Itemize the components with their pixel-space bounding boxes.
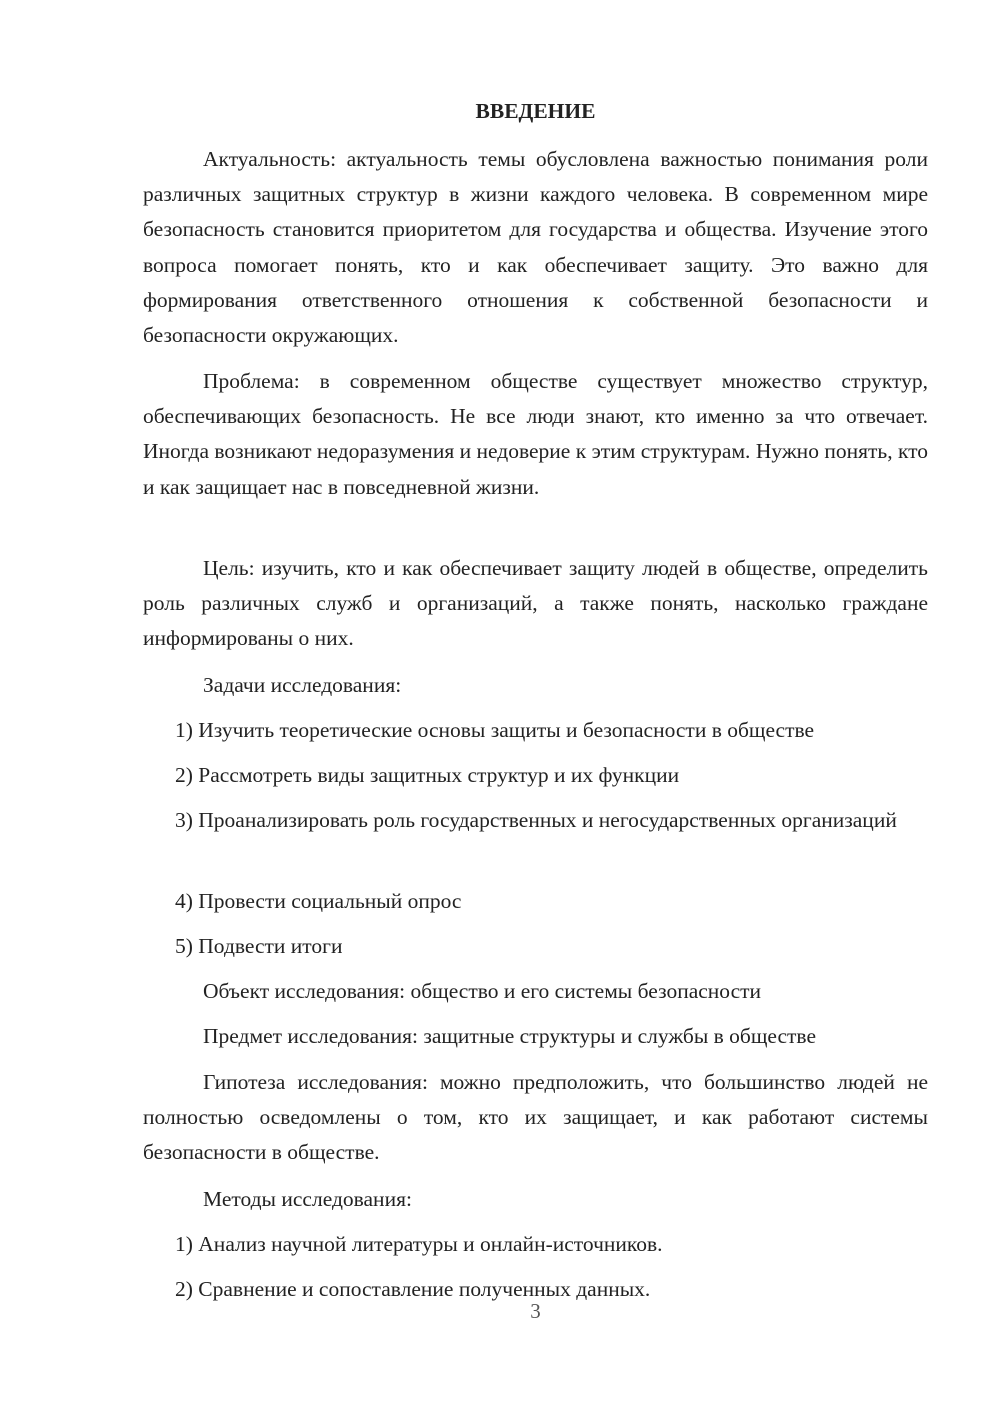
object-line: Объект исследования: общество и его системы безопасности: [203, 979, 762, 1003]
task-item-4: 4) Провести социальный опрос: [175, 889, 462, 913]
relevance-paragraph: Актуальность: актуальность темы обусловлена важностью понимания роли различных защитных структур в жизни каждого человека. В современном мире безопасность становится приоритетом для государства и общества. Изучение этого вопроса помогает понять, кто и как обеспечивает защиту. Это важно для формирования ответственного отношения к собственной безопасности и безопасности окружающих.: [143, 147, 928, 348]
methods-heading: Методы исследования:: [203, 1187, 412, 1211]
page-title: ВВЕДЕНИЕ: [475, 99, 596, 123]
task-item-2: 2) Рассмотреть виды защитных структур и их функции: [175, 763, 680, 787]
task-item-3: 3) Проанализировать роль государственных и негосударственных организаций: [175, 808, 897, 832]
tasks-heading: Задачи исследования:: [203, 673, 402, 697]
goal-paragraph: Цель: изучить, кто и как обеспечивает защиту людей в обществе, определить роль различных служб и организаций, а также понять, насколько граждане информированы о них.: [143, 556, 928, 651]
task-item-1: 1) Изучить теоретические основы защиты и безопасности в обществе: [175, 718, 815, 742]
method-item-2: 2) Сравнение и сопоставление полученных данных.: [175, 1277, 651, 1301]
task-item-5: 5) Подвести итоги: [175, 934, 343, 958]
page-number: 3: [530, 1299, 541, 1323]
hypothesis-paragraph: Гипотеза исследования: можно предположить, что большинство людей не полностью осведомлены о том, кто их защищает, и как работают системы безопасности в обществе.: [143, 1070, 928, 1165]
subject-line: Предмет исследования: защитные структуры и службы в обществе: [203, 1024, 817, 1048]
problem-paragraph: Проблема: в современном обществе существует множество структур, обеспечивающих безопасность. Не все люди знают, кто именно за что отвечает. Иногда возникают недоразумения и недоверие к этим структурам. Нужно понять, кто и как защищает нас в повседневной жизни.: [143, 369, 928, 499]
method-item-1: 1) Анализ научной литературы и онлайн-источников.: [175, 1232, 663, 1256]
